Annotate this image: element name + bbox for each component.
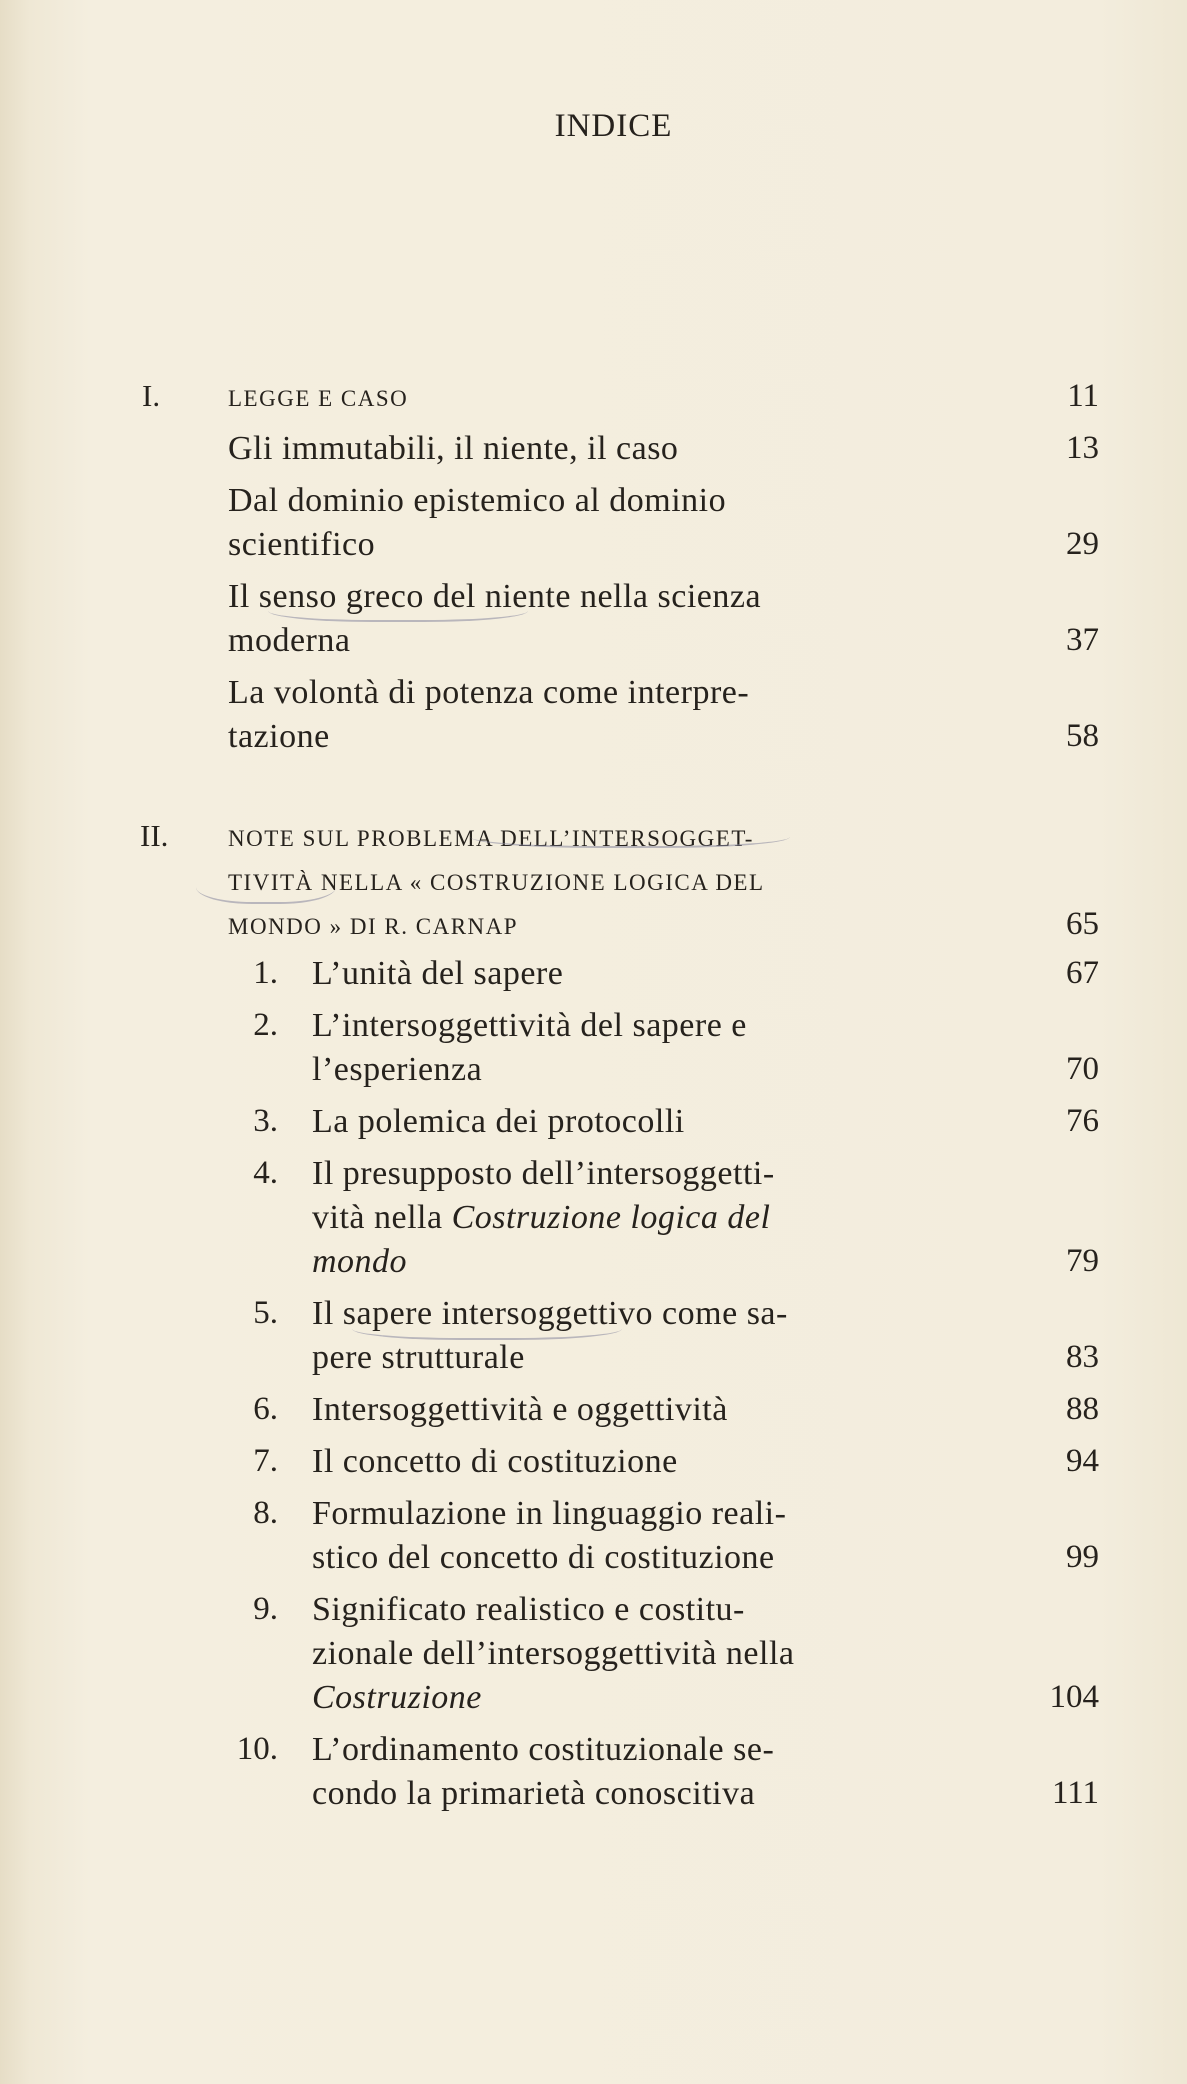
- section-10-line-1: L’ordinamento costituzionale se-: [312, 1731, 775, 1768]
- section-3-line-1: La polemica dei protocolli: [312, 1103, 685, 1140]
- section-8-line-2: stico del concetto di costituzione: [312, 1539, 775, 1576]
- section-2-line-2: l’esperienza: [312, 1051, 483, 1088]
- pencil-underline: [352, 1312, 622, 1340]
- toc-entry-2-line-1: Dal dominio epistemico al dominio: [228, 482, 727, 519]
- toc-entry-4-line-1: La volontà di potenza come interpre-: [228, 674, 750, 711]
- section-1-number: 1.: [253, 955, 278, 991]
- section-7-line-1: Il concetto di costituzione: [312, 1443, 678, 1480]
- toc-entry-4-line-2: tazione: [228, 718, 330, 755]
- part-2-page: 65: [1066, 906, 1099, 942]
- pencil-underline: [196, 862, 336, 904]
- part-1-heading: LEGGE E CASO: [228, 386, 409, 411]
- page-title: INDICE: [554, 108, 673, 144]
- section-7-number: 7.: [253, 1443, 278, 1479]
- section-10-line-2: condo la primarietà conoscitiva: [312, 1775, 756, 1812]
- part-2-heading-line-1: NOTE SUL PROBLEMA DELL’INTERSOGGET-: [228, 826, 754, 851]
- section-9-line-2: zionale dell’intersoggettività nella: [312, 1635, 795, 1672]
- section-10-page: 111: [1051, 1775, 1099, 1811]
- part-1-page: 11: [1067, 378, 1099, 414]
- section-4-line-3: mondo: [312, 1243, 408, 1280]
- toc-entry-3-line-2: moderna: [228, 622, 351, 659]
- section-3-number: 3.: [253, 1103, 278, 1139]
- section-6-line-1: Intersoggettività e oggettività: [312, 1391, 728, 1428]
- section-4-line-2: [312, 1199, 770, 1237]
- section-10-number: 10.: [236, 1731, 278, 1767]
- pencil-underline: [268, 594, 528, 622]
- section-8-number: 8.: [253, 1495, 278, 1531]
- section-9-line-3: Costruzione: [312, 1679, 482, 1716]
- section-9-number: 9.: [253, 1591, 278, 1627]
- section-3-page: 76: [1066, 1103, 1099, 1139]
- section-8-page: 99: [1066, 1539, 1099, 1575]
- section-6-number: 6.: [253, 1391, 278, 1427]
- part-1-numeral: I.: [142, 378, 161, 413]
- toc-entry-3-page: 37: [1066, 622, 1099, 658]
- section-5-line-2: pere strutturale: [312, 1339, 525, 1376]
- toc-entry-2-page: 29: [1066, 526, 1099, 562]
- section-4-line-1: Il presupposto dell’intersoggetti-: [312, 1155, 775, 1192]
- toc-entry-3-line-1: Il senso greco del niente nella scienza: [228, 578, 762, 615]
- section-4-page: 79: [1066, 1243, 1099, 1279]
- section-9-line-1: Significato realistico e costitu-: [312, 1591, 745, 1628]
- part-2-heading-line-3: MONDO » DI R. CARNAP: [228, 914, 519, 939]
- section-1-page: 67: [1066, 955, 1099, 991]
- section-4-line-2-italic: Costruzione logica del: [451, 1199, 771, 1236]
- pencil-underline: [470, 820, 790, 848]
- section-2-number: 2.: [253, 1007, 278, 1043]
- part-2-heading-line-2: TIVITÀ NELLA « COSTRUZIONE LOGICA DEL: [228, 870, 765, 895]
- section-5-page: 83: [1066, 1339, 1099, 1375]
- section-2-page: 70: [1066, 1051, 1099, 1087]
- section-4-line-2-roman: vità nella: [312, 1199, 443, 1236]
- section-6-page: 88: [1066, 1391, 1099, 1427]
- section-1-line-1: L’unità del sapere: [312, 955, 564, 992]
- section-5-line-1: Il sapere intersoggettivo come sa-: [312, 1295, 788, 1332]
- section-4-number: 4.: [253, 1155, 278, 1191]
- toc-entry-2-line-2: scientifico: [228, 526, 376, 563]
- section-8-line-1: Formulazione in linguaggio reali-: [312, 1495, 787, 1532]
- section-5-number: 5.: [253, 1295, 278, 1331]
- toc-entry-4-page: 58: [1066, 718, 1099, 754]
- toc-entry-1-page: 13: [1066, 430, 1099, 466]
- section-9-page: 104: [1049, 1679, 1099, 1715]
- part-2-numeral: II.: [140, 818, 169, 853]
- toc-entry-1-line-1: Gli immutabili, il niente, il caso: [228, 430, 679, 467]
- section-7-page: 94: [1066, 1443, 1099, 1479]
- section-2-line-1: L’intersoggettività del sapere e: [312, 1007, 747, 1044]
